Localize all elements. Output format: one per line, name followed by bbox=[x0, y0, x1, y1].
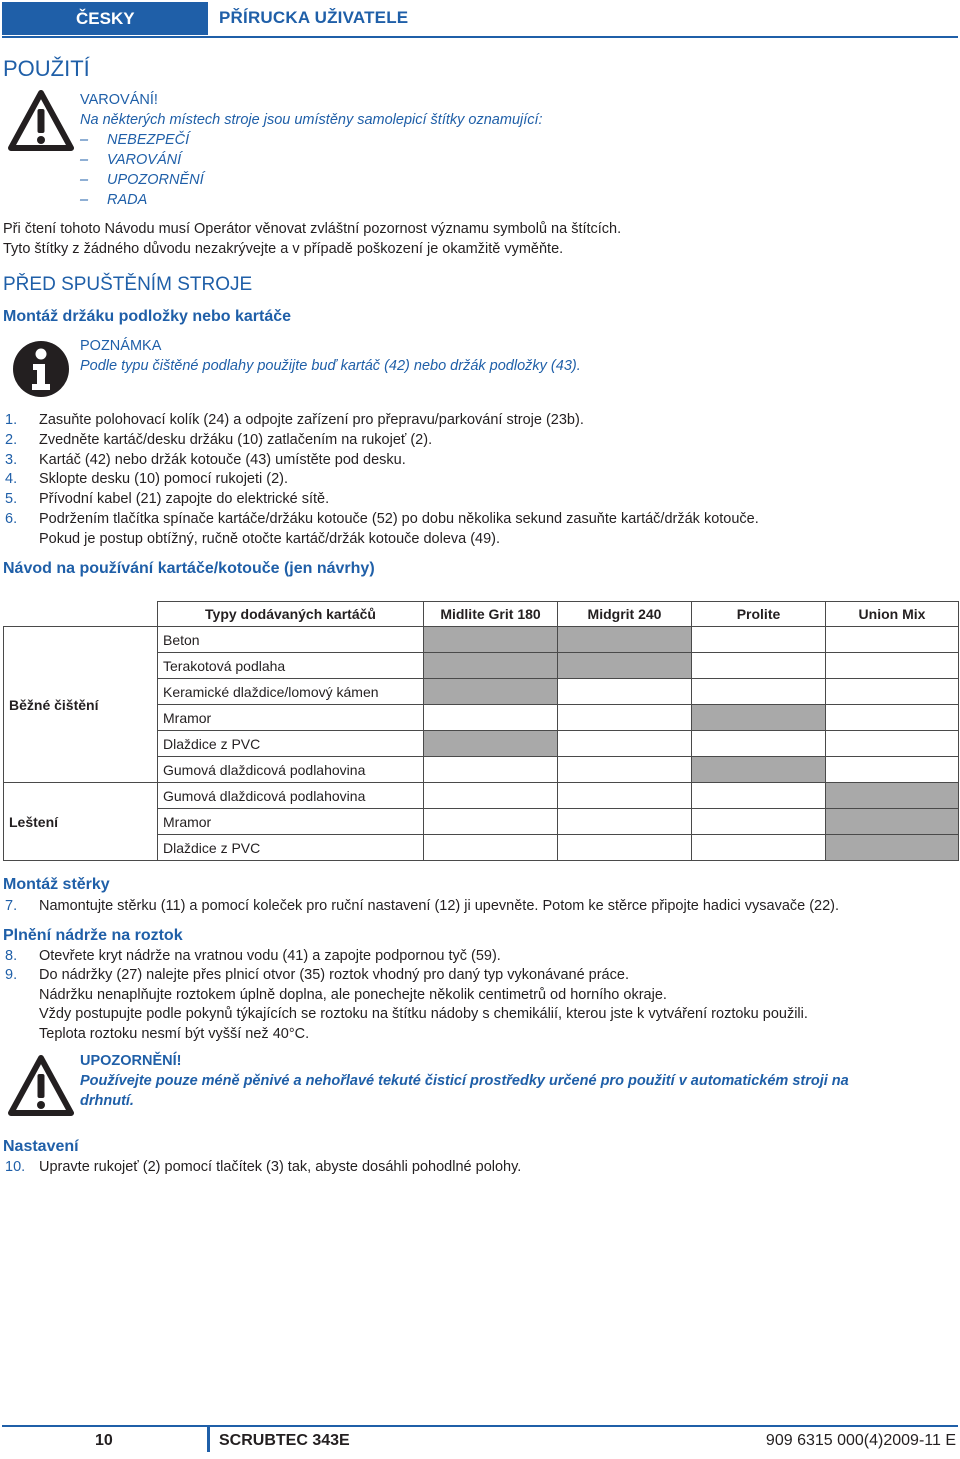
group-label-cleaning: Běžné čištění bbox=[4, 627, 158, 783]
squeegee-heading: Montáž stěrky bbox=[3, 876, 110, 893]
table-row bbox=[4, 627, 959, 653]
usage-paragraph: Tyto štítky z žádného důvodu nezakrývejte a v případě poškození je okamžitě vyměňte. bbox=[3, 241, 564, 257]
list-item: 1. Zasuňte polohovací kolík (24) a odpojte zařízení pro přepravu/parkování stroje (23b). bbox=[5, 412, 584, 428]
surface-cell: Gumová dlaždicová podlahovina bbox=[158, 783, 424, 809]
mark-cell bbox=[826, 679, 959, 705]
section-title-before-start: PŘED SPUŠTĚNÍM STROJE bbox=[3, 274, 253, 295]
mark-cell bbox=[826, 705, 959, 731]
mark-cell bbox=[826, 757, 959, 783]
info-icon bbox=[12, 340, 70, 398]
tank-heading: Plnění nádrže na roztok bbox=[3, 927, 183, 944]
mark-cell bbox=[424, 653, 558, 679]
note-text: Podle typu čištěné podlahy použijte buď kartáč (42) nebo držák podložky (43). bbox=[80, 358, 581, 374]
surface-cell: Mramor bbox=[158, 809, 424, 835]
mark-cell bbox=[558, 731, 692, 757]
mark-cell bbox=[692, 627, 826, 653]
footer-separator bbox=[207, 1427, 210, 1452]
caution-text: drhnutí. bbox=[80, 1093, 134, 1109]
model-name: SCRUBTEC 343E bbox=[219, 1432, 350, 1449]
caution-text: Používejte pouze méně pěnivé a nehořlavé tekuté čisticí prostředky určené pro použití v automatickém stroji na bbox=[80, 1073, 849, 1089]
list-item: Vždy postupujte podle pokynů týkajících se roztoku na štítku nádoby s chemikálií, kterou jste k vytváření roztoku použili. bbox=[39, 1006, 808, 1022]
list-item: Pokud je postup obtížný, ručně otočte kartáč/držák kotouče doleva (49). bbox=[39, 531, 501, 547]
mark-cell bbox=[692, 835, 826, 861]
mark-cell bbox=[424, 679, 558, 705]
list-item: 3. Kartáč (42) nebo držák kotouče (43) umístěte pod desku. bbox=[5, 452, 406, 468]
mark-cell bbox=[424, 809, 558, 835]
mark-cell bbox=[558, 705, 692, 731]
footer-divider bbox=[2, 1425, 958, 1427]
warning-triangle-icon bbox=[8, 90, 74, 152]
surface-cell: Dlaždice z PVC bbox=[158, 731, 424, 757]
mark-cell bbox=[692, 783, 826, 809]
mark-cell bbox=[558, 627, 692, 653]
mark-cell bbox=[826, 627, 959, 653]
mark-cell bbox=[826, 783, 959, 809]
surface-cell: Beton bbox=[158, 627, 424, 653]
surface-cell: Dlaždice z PVC bbox=[158, 835, 424, 861]
header-divider bbox=[2, 36, 958, 38]
mark-cell bbox=[424, 835, 558, 861]
surface-cell: Terakotová podlaha bbox=[158, 653, 424, 679]
mark-cell bbox=[558, 653, 692, 679]
mark-cell bbox=[424, 627, 558, 653]
warning-list-item: – NEBEZPEČÍ bbox=[80, 132, 190, 148]
mark-cell bbox=[424, 731, 558, 757]
warning-list-item: – UPOZORNĚNÍ bbox=[80, 172, 204, 188]
usage-paragraph: Při čtení tohoto Návodu musí Operátor věnovat zvláštní pozornost významu symbolů na štítcích. bbox=[3, 221, 622, 237]
mark-cell bbox=[826, 653, 959, 679]
manual-title: PŘÍRUCKA UŽIVATELE bbox=[219, 8, 409, 27]
brush-usage-table bbox=[3, 601, 959, 861]
mark-cell bbox=[826, 809, 959, 835]
list-item: 6. Podržením tlačítka spínače kartáče/držáku kotouče (52) po dobu několika sekund zasuňte kartáč/držák kotouče. bbox=[5, 511, 759, 527]
mark-cell bbox=[692, 757, 826, 783]
table-header-brush-types: Typy dodávaných kartáčů bbox=[158, 602, 424, 627]
mark-cell bbox=[558, 757, 692, 783]
list-item: 10. Upravte rukojeť (2) pomocí tlačítek (3) tak, abyste dosáhli pohodlné polohy. bbox=[5, 1159, 522, 1175]
brush-guide-heading: Návod na používání kartáče/kotouče (jen návrhy) bbox=[3, 560, 375, 577]
surface-cell: Gumová dlaždicová podlahovina bbox=[158, 757, 424, 783]
surface-cell: Mramor bbox=[158, 705, 424, 731]
column-header: Midlite Grit 180 bbox=[424, 602, 558, 627]
document-code: 909 6315 000(4)2009-11 E bbox=[765, 1432, 956, 1449]
mark-cell bbox=[692, 809, 826, 835]
mark-cell bbox=[692, 731, 826, 757]
mark-cell bbox=[692, 653, 826, 679]
column-header: Union Mix bbox=[826, 602, 959, 627]
table-corner bbox=[4, 602, 158, 627]
column-header: Midgrit 240 bbox=[558, 602, 692, 627]
note-heading: POZNÁMKA bbox=[80, 338, 162, 354]
column-header: Prolite bbox=[692, 602, 826, 627]
caution-heading: UPOZORNĚNÍ! bbox=[80, 1053, 182, 1069]
list-item: Teplota roztoku nesmí být vyšší než 40°C. bbox=[39, 1026, 310, 1042]
mark-cell bbox=[558, 679, 692, 705]
list-item: 8. Otevřete kryt nádrže na vratnou vodu (41) a zapojte podpornou tyč (59). bbox=[5, 948, 501, 964]
list-item: 4. Sklopte desku (10) pomocí rukojeti (2). bbox=[5, 471, 289, 487]
warning-triangle-icon bbox=[8, 1055, 74, 1117]
brush-mount-heading: Montáž držáku podložky nebo kartáče bbox=[3, 308, 292, 325]
warning-list-item: – RADA bbox=[80, 192, 148, 208]
mark-cell bbox=[424, 783, 558, 809]
list-item: 5. Přívodní kabel (21) zapojte do elektrické sítě. bbox=[5, 491, 330, 507]
warning-list bbox=[80, 130, 204, 210]
mark-cell bbox=[424, 705, 558, 731]
table-header-row bbox=[4, 602, 959, 627]
adjust-heading: Nastavení bbox=[3, 1138, 79, 1155]
list-item: 9. Do nádržky (27) nalejte přes plnicí otvor (35) roztok vhodný pro daný typ vykonávané práce. bbox=[5, 967, 629, 983]
warning-heading: VAROVÁNÍ! bbox=[80, 92, 158, 108]
group-label-polishing: Leštení bbox=[4, 783, 158, 861]
language-tab: ČESKY bbox=[2, 2, 208, 35]
mark-cell bbox=[826, 835, 959, 861]
mark-cell bbox=[558, 809, 692, 835]
warning-intro: Na některých místech stroje jsou umístěny samolepicí štítky oznamující: bbox=[80, 112, 543, 128]
surface-cell: Keramické dlaždice/lomový kámen bbox=[158, 679, 424, 705]
mark-cell bbox=[692, 705, 826, 731]
mark-cell bbox=[692, 679, 826, 705]
table-row bbox=[4, 783, 959, 809]
list-item: 7. Namontujte stěrku (11) a pomocí koleček pro ruční nastavení (12) ji upevněte. Potom ke stěrce připojte hadici vysavače (22). bbox=[5, 898, 840, 914]
warning-list-item: – VAROVÁNÍ bbox=[80, 152, 182, 168]
section-title-usage: POUŽITÍ bbox=[3, 56, 90, 81]
list-item: 2. Zvedněte kartáč/desku držáku (10) zatlačením na rukojeť (2). bbox=[5, 432, 433, 448]
mark-cell bbox=[424, 757, 558, 783]
mark-cell bbox=[558, 835, 692, 861]
mark-cell bbox=[558, 783, 692, 809]
mark-cell bbox=[826, 731, 959, 757]
page-number: 10 bbox=[95, 1432, 113, 1449]
list-item: Nádržku nenaplňujte roztokem úplně doplna, ale ponechejte několik centimetrů od horního okraje. bbox=[39, 987, 667, 1003]
